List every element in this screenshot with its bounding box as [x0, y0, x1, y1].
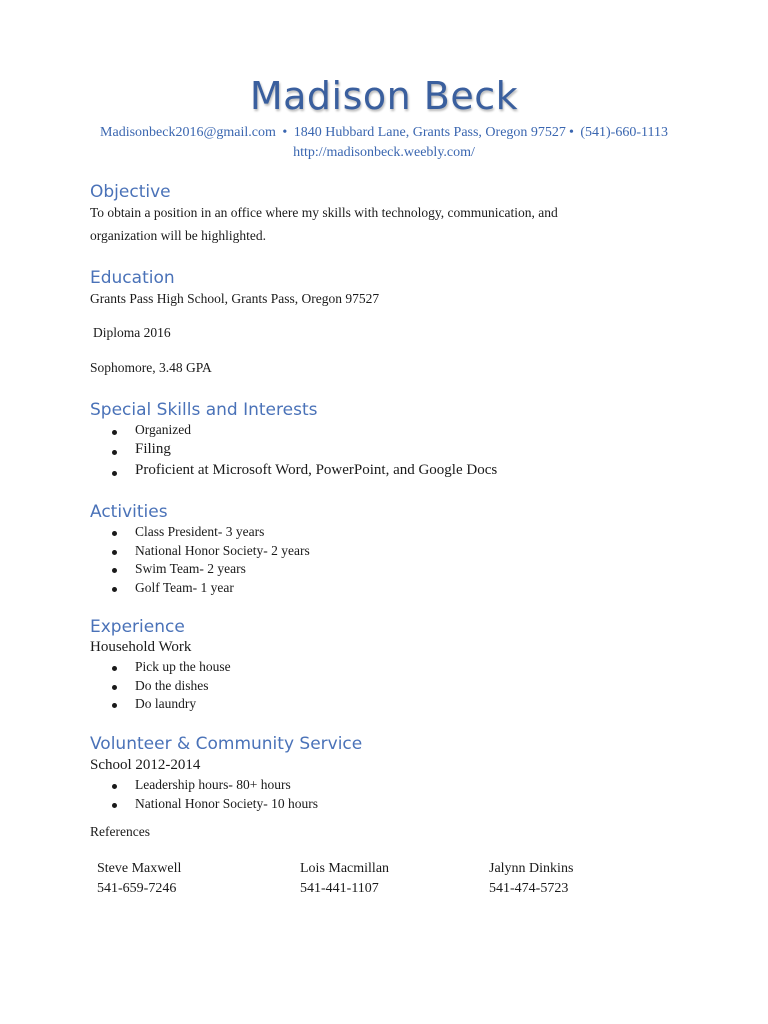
bullet-dot	[112, 568, 117, 573]
skills-item	[110, 422, 497, 441]
skills-heading: Special Skills and Interests	[90, 400, 318, 420]
experience-item-text: Do laundry	[135, 696, 197, 711]
reference-phone: 541-659-7246	[97, 881, 177, 896]
reference-entry	[97, 859, 181, 899]
bullet-dot	[112, 666, 117, 671]
email-link[interactable]: Madisonbeck2016@gmail.com	[100, 125, 276, 140]
separator-bullet: •	[282, 125, 288, 140]
bullet-dot	[112, 550, 117, 555]
volunteer-item-text: Leadership hours- 80+ hours	[135, 777, 291, 792]
activities-heading: Activities	[90, 502, 168, 522]
volunteer-heading: Volunteer & Community Service	[90, 734, 363, 754]
bullet-dot	[112, 430, 117, 435]
bullet-dot	[112, 685, 117, 690]
activities-item	[110, 580, 310, 599]
website-link[interactable]: http://madisonbeck.weebly.com/	[293, 145, 475, 160]
experience-item	[110, 678, 231, 697]
experience-heading: Experience	[90, 617, 185, 637]
activities-item	[110, 524, 310, 543]
website-line	[0, 145, 768, 161]
bullet-dot	[112, 703, 117, 708]
objective-line-1: To obtain a position in an office where my skills with technology, communication, and	[90, 205, 558, 220]
experience-item-text: Do the dishes	[135, 677, 209, 693]
contact-line	[0, 125, 768, 141]
volunteer-subheading: School 2012-2014	[90, 757, 201, 773]
activities-item-text: National Honor Society- 2 years	[135, 542, 310, 558]
reference-name: Lois Macmillan	[300, 861, 390, 876]
education-diploma: Diploma 2016	[93, 325, 171, 340]
resume-name: Madison Beck	[249, 74, 519, 118]
education-heading: Education	[90, 268, 175, 288]
education-school: Grants Pass High School, Grants Pass, Oregon 97527	[90, 291, 380, 306]
experience-list	[110, 659, 231, 715]
experience-item	[110, 659, 231, 678]
experience-subheading: Household Work	[90, 639, 192, 655]
references-heading: References	[90, 824, 150, 839]
skills-item	[110, 441, 497, 462]
skills-item	[110, 462, 497, 483]
bullet-dot	[112, 531, 117, 536]
skills-item-text: Organized	[135, 422, 191, 437]
separator-bullet: •	[568, 125, 574, 140]
bullet-dot	[112, 784, 117, 789]
reference-phone: 541-441-1107	[300, 881, 379, 896]
reference-phone: 541-474-5723	[489, 881, 569, 896]
skills-item-text: Filing	[135, 441, 171, 457]
objective-line-2: organization will be highlighted.	[90, 228, 266, 243]
volunteer-item	[110, 777, 318, 796]
activities-item-text: Golf Team- 1 year	[135, 579, 234, 595]
phone-text: (541)-660-1113	[580, 125, 668, 140]
experience-item	[110, 696, 231, 715]
experience-item-text: Pick up the house	[135, 659, 231, 674]
skills-list	[110, 422, 497, 483]
reference-entry	[300, 859, 389, 899]
objective-heading: Objective	[90, 182, 171, 202]
reference-entry	[489, 859, 573, 899]
reference-name: Steve Maxwell	[97, 861, 182, 876]
activities-item-text: Swim Team- 2 years	[135, 561, 246, 576]
skills-item-text: Proficient at Microsoft Word, PowerPoint, and Google Docs	[135, 462, 498, 478]
volunteer-list	[110, 777, 318, 814]
activities-item	[110, 543, 310, 562]
education-standing: Sophomore, 3.48 GPA	[90, 360, 212, 375]
bullet-dot	[112, 587, 117, 592]
volunteer-item	[110, 796, 318, 815]
bullet-dot	[112, 450, 117, 455]
address-text: 1840 Hubbard Lane, Grants Pass, Oregon 97527	[293, 125, 566, 140]
volunteer-item-text: National Honor Society- 10 hours	[135, 795, 318, 811]
bullet-dot	[112, 471, 117, 476]
activities-item-text: Class President- 3 years	[135, 524, 265, 539]
activities-list	[110, 524, 310, 598]
activities-item	[110, 561, 310, 580]
reference-name: Jalynn Dinkins	[489, 861, 574, 876]
bullet-dot	[112, 803, 117, 808]
